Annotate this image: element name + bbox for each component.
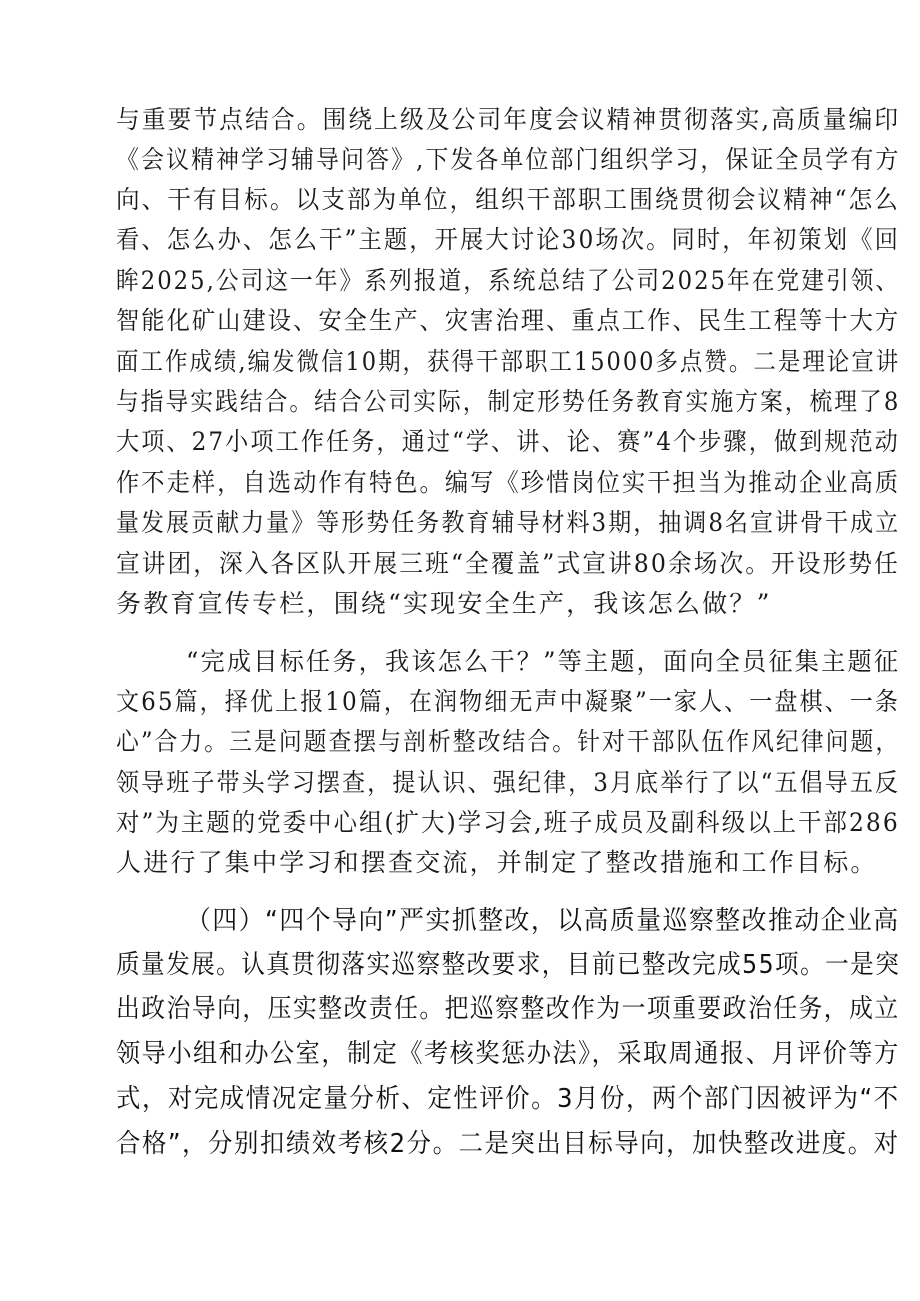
text-line: 出政治导向，压实整改责任。把巡察整改作为一项重要政治任务，成立 [116,994,900,1024]
text-line: 大项、27小项工作任务，通过“学、讲、论、赛”4个步骤，做到规范动 [116,427,900,456]
text-line: 与重要节点结合。围绕上级及公司年度会议精神贯彻落实,高质量编印 [116,105,901,134]
text-line: 与指导实践结合。结合公司实际，制定形势任务教育实施方案，梳理了8 [116,387,901,416]
text-line: 《会议精神学习辅导问答》,下发各单位部门组织学习，保证全员学有方 [116,145,901,174]
text-line: 作不走样，自选动作有特色。编写《珍惜岗位实干担当为推动企业高质 [116,468,901,497]
text-line: “完成目标任务，我该怎么干？”等主题，面向全员征集主题征 [186,647,901,676]
text-line: 眸2025,公司这一年》系列报道，系统总结了公司2025年在党建引领、 [116,266,901,295]
text-line: 领导小组和办公室，制定《考核奖惩办法》，采取周通报、月评价等方 [116,1039,900,1069]
text-line: 向、干有目标。以支部为单位，组织干部职工围绕贯彻会议精神“怎么 [116,185,900,214]
text-line: 宣讲团，深入各区队开展三班“全覆盖”式宣讲80余场次。开设形势任 [116,549,900,578]
text-line: 质量发展。认真贯彻落实巡察整改要求，目前已整改完成55项。一是突 [116,950,901,980]
text-line: 人进行了集中学习和摆查交流，并制定了整改措施和工作目标。 [116,848,878,877]
text-line: 看、怎么办、怎么干”主题，开展大讨论30场次。同时，年初策划《回 [116,225,900,254]
text-line: 式，对完成情况定量分析、定性评价。3月份，两个部门因被评为“不 [116,1084,900,1114]
text-line: 对”为主题的党委中心组(扩大)学习会,班子成员及副科级以上干部286 [116,808,900,837]
text-line: 合格”，分别扣绩效考核2分。二是突出目标导向，加快整改进度。对 [116,1129,900,1159]
text-line: 智能化矿山建设、安全生产、灾害治理、重点工作、民生工程等十大方 [116,306,901,335]
text-line: 面工作成绩,编发微信10期，获得干部职工15000多点赞。二是理论宣讲 [116,347,901,376]
text-line: 领导班子带头学习摆查，提认识、强纪律，3月底举行了以“五倡导五反 [116,768,901,797]
text-line: 文65篇，择优上报10篇，在润物细无声中凝聚”一家人、一盘棋、一条 [116,687,900,716]
text-line: 心”合力。三是问题查摆与剖析整改结合。针对干部队伍作风纪律问题， [116,727,901,756]
text-line: 务教育宣传专栏，围绕“实现安全生产，我该怎么做？” [116,589,772,618]
text-line: 量发展贡献力量》等形势任务教育辅导材料3期，抽调8名宣讲骨干成立 [116,508,901,537]
section-heading-line: （四）“四个导向”严实抓整改，以高质量巡察整改推动企业高 [186,906,900,936]
